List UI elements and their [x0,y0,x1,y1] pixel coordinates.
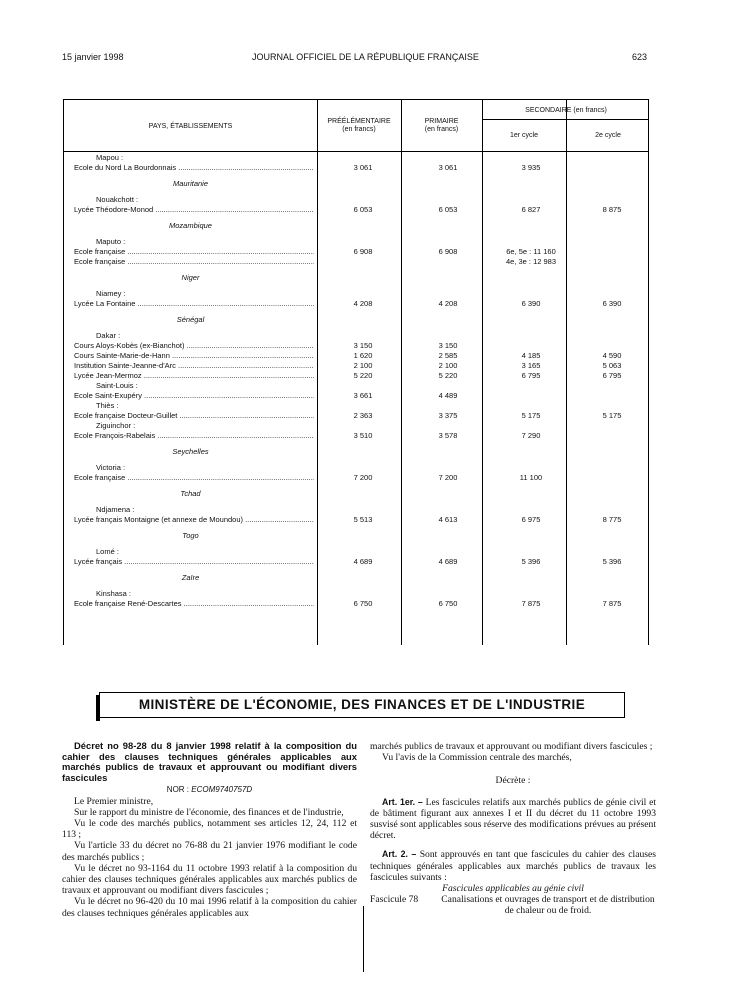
value-primaire: 2 585 [438,351,458,360]
value-cycle-2: 8 875 [602,205,622,214]
table-row [64,361,650,370]
city-row [64,589,650,598]
country-row [64,179,650,188]
value-cycle-1: 3 935 [521,163,541,172]
city-row [64,547,650,556]
value-cycle-1: 3 165 [521,361,541,370]
value-cycle-2: 4 590 [602,351,622,360]
table-row [64,257,650,266]
establishment-name: Ecole française ..... [74,247,314,256]
journal-title: JOURNAL OFFICIEL DE LA RÉPUBLIQUE FRANÇAISE [252,52,479,62]
country-name: Sénégal [176,315,205,324]
establishment-name: Cours Sainte-Marie-de-Hann ..... [74,351,314,360]
value-cycle-2: 5 063 [602,361,622,370]
ministry-banner: MINISTÈRE DE L'ÉCONOMIE, DES FINANCES ET DE L'INDUSTRIE [99,692,625,718]
country-name: Mauritanie [172,179,209,188]
value-preelementaire: 2 363 [353,411,373,420]
establishment-name: Ecole Saint-Exupéry ..... [74,391,314,400]
value-preelementaire: 5 220 [353,371,373,380]
value-primaire: 6 053 [438,205,458,214]
value-preelementaire: 7 200 [353,473,373,482]
establishment-name: Ecole française ..... [74,257,314,266]
fascicule-description: Canalisations et ouvrages de transport et de distribution de chaleur ou de froid. [441,894,655,917]
tuition-table [63,99,649,645]
country-name: Niger [181,273,200,282]
value-primaire: 7 200 [438,473,458,482]
fascicules-section-title: Fascicules applicables au génie civil [442,883,584,895]
city-name: Niamey : [96,289,126,298]
country-row [64,489,650,498]
decree-paragraphs [62,796,357,919]
establishment-name: Institution Sainte-Jeanne-d'Arc ..... [74,361,314,370]
continuation-text: marchés publics de travaux et approuvant ou modifiant divers fascicules ; [370,741,653,752]
value-cycle-1: 7 875 [521,599,541,608]
header-prim-unit: (en francs) [424,126,459,133]
table-row [64,341,650,350]
table-row [64,557,650,566]
city-name: Ziguinchor : [96,421,136,430]
page-number: 623 [631,52,647,62]
city-row [64,381,650,390]
city-name: Nouakchott : [96,195,139,204]
city-name: Dakar : [96,331,121,340]
value-preelementaire: 3 150 [353,341,373,350]
establishment-name: Ecole française René-Descartes ..... [74,599,314,608]
city-name: Lomé : [96,547,119,556]
country-row [64,221,650,230]
country-row [64,273,650,282]
value-primaire: 3 578 [438,431,458,440]
decree-paragraph: Vu l'article 33 du décret no 76-88 du 21 janvier 1976 modifiant le code des marchés publics ; [62,840,357,863]
decree-left-column [62,741,357,919]
header-secondaire: SECONDAIRE (en francs) [525,107,607,114]
value-preelementaire: 3 510 [353,431,373,440]
value-cycle-1: 6 795 [521,371,541,380]
decree-paragraph: Sur le rapport du ministre de l'économie, des finances et de l'industrie, [74,806,344,818]
fascicule-78 [370,894,656,916]
decrete: Décrète : [495,775,531,787]
country-name: Mozambique [169,221,212,230]
column-separator [363,906,364,972]
city-name: Maputo : [96,237,126,246]
city-name: Saint-Louis : [96,381,138,390]
value-primaire: 3 375 [438,411,458,420]
city-row [64,401,650,410]
establishment-name: Lycée français Montaigne (et annexe de Moundou) ..... [74,515,314,524]
value-preelementaire: 5 513 [353,515,373,524]
value-primaire: 4 689 [438,557,458,566]
header-date: 15 janvier 1998 [62,52,124,62]
header-cycle-1: 1er cycle [509,132,538,139]
table-row [64,247,650,256]
table-row [64,391,650,400]
table-row [64,299,650,308]
value-preelementaire: 6 750 [353,599,373,608]
value-cycle-2: 7 875 [602,599,622,608]
value-preelementaire: 3 661 [353,391,373,400]
value-preelementaire: 3 061 [353,163,373,172]
country-row [64,573,650,582]
value-preelementaire: 1 620 [353,351,373,360]
city-row [64,153,650,162]
value-primaire: 6 908 [438,247,458,256]
table-row [64,371,650,380]
value-preelementaire: 4 689 [353,557,373,566]
city-name: Thiès : [96,401,119,410]
value-primaire: 3 061 [438,163,458,172]
country-name: Tchad [180,489,201,498]
table-row [64,515,650,524]
value-cycle-1: 4e, 3e : 12 983 [505,257,557,266]
article-1: Art. 1er. – Les fascicules relatifs aux marchés publics de génie civil et de bâtiment figurant aux annexes I et II du décret du 11 octobre 1993 susvisé sont applicables sous réserve des modifications prévues au présent décret. [370,796,656,842]
country-row [64,531,650,540]
country-row [64,447,650,456]
value-cycle-2: 8 775 [602,515,622,524]
value-primaire: 4 208 [438,299,458,308]
value-cycle-1: 6 827 [521,205,541,214]
establishment-name: Ecole du Nord La Bourdonnais ..... [74,163,314,172]
value-cycle-1: 6 390 [521,299,541,308]
value-cycle-1: 11 100 [519,473,543,482]
establishment-name: Lycée Théodore-Monod ..... [74,205,314,214]
city-row [64,505,650,514]
header-preelementaire: PRÉÉLÉMENTAIRE [327,118,391,125]
vu-avis: Vu l'avis de la Commission centrale des marchés, [382,752,572,764]
value-cycle-1: 7 290 [521,431,541,440]
establishment-name: Lycée La Fontaine ..... [74,299,314,308]
header-pre-unit: (en francs) [342,126,376,133]
decree-paragraph: Le Premier ministre, [74,795,154,807]
value-cycle-2: 5 396 [602,557,622,566]
fascicule-label: Fascicule 78 [370,894,419,906]
value-primaire: 5 220 [438,371,458,380]
city-row [64,463,650,472]
table-row [64,473,650,482]
city-row [64,421,650,430]
city-row [64,195,650,204]
value-primaire: 4 613 [438,515,458,524]
header-pays: PAYS, ÉTABLISSEMENTS [148,123,233,130]
table-row [64,351,650,360]
establishment-name: Cours Aloys-Kobès (ex-Bianchot) ..... [74,341,314,350]
country-name: Togo [182,531,199,540]
country-name: Zaïre [181,573,200,582]
value-preelementaire: 6 908 [353,247,373,256]
table-row [64,411,650,420]
establishment-name: Ecole François-Rabelais ..... [74,431,314,440]
value-primaire: 3 150 [438,341,458,350]
nor-reference: NOR : ECOM9740757D [166,785,253,795]
decree-paragraph: Vu le décret no 96-420 du 10 mai 1996 relatif à la composition du cahier des clauses techniques générales applicables aux [62,896,357,919]
city-row [64,289,650,298]
establishment-name: Ecole française ..... [74,473,314,482]
establishment-name: Ecole française Docteur-Guillet ..... [74,411,314,420]
decree-paragraph: Vu le décret no 93-1164 du 11 octobre 1993 relatif à la composition du cahier des clauses techniques générales applicables aux marchés publics de travaux et approuvant ou modifiant divers fascicules ; [62,862,357,897]
value-primaire: 4 489 [438,391,458,400]
value-primaire: 6 750 [438,599,458,608]
value-preelementaire: 6 053 [353,205,373,214]
table-row [64,599,650,608]
country-name: Seychelles [172,447,209,456]
value-cycle-1: 5 175 [521,411,541,420]
table-row [64,431,650,440]
city-name: Kinshasa : [96,589,132,598]
table-row [64,205,650,214]
table-row [64,163,650,172]
value-preelementaire: 2 100 [353,361,373,370]
city-name: Ndjamena : [96,505,135,514]
decree-paragraph: Vu le code des marchés publics, notamment ses articles 12, 24, 112 et 113 ; [62,817,357,841]
value-cycle-1: 6 975 [521,515,541,524]
value-cycle-2: 6 795 [602,371,622,380]
value-primaire: 2 100 [438,361,458,370]
article-2: Art. 2. – Sont approuvés en tant que fascicules du cahier des clauses techniques générales applicables aux marchés publics de travaux les fascicules suivants : [370,849,656,883]
value-cycle-2: 6 390 [602,299,622,308]
decree-title: Décret no 98-28 du 8 janvier 1998 relatif à la composition du cahier des clauses techniques générales applicables aux marchés publics de travaux et approuvant ou modifiant divers fascicules [62,740,357,783]
establishment-name: Lycée français ..... [74,557,314,566]
value-cycle-1: 5 396 [521,557,541,566]
city-row [64,237,650,246]
value-cycle-1: 4 185 [521,351,541,360]
city-name: Victoria : [96,463,126,472]
city-row [64,331,650,340]
establishment-name: Lycée Jean-Mermoz ..... [74,371,314,380]
header-primaire: PRIMAIRE [424,118,459,125]
value-preelementaire: 4 208 [353,299,373,308]
value-cycle-1: 6e, 5e : 11 160 [506,247,556,256]
decree-right-column [370,741,656,917]
value-cycle-2: 5 175 [602,411,622,420]
country-row [64,315,650,324]
city-name: Mapou : [96,153,124,162]
header-cycle-2: 2e cycle [595,132,621,139]
